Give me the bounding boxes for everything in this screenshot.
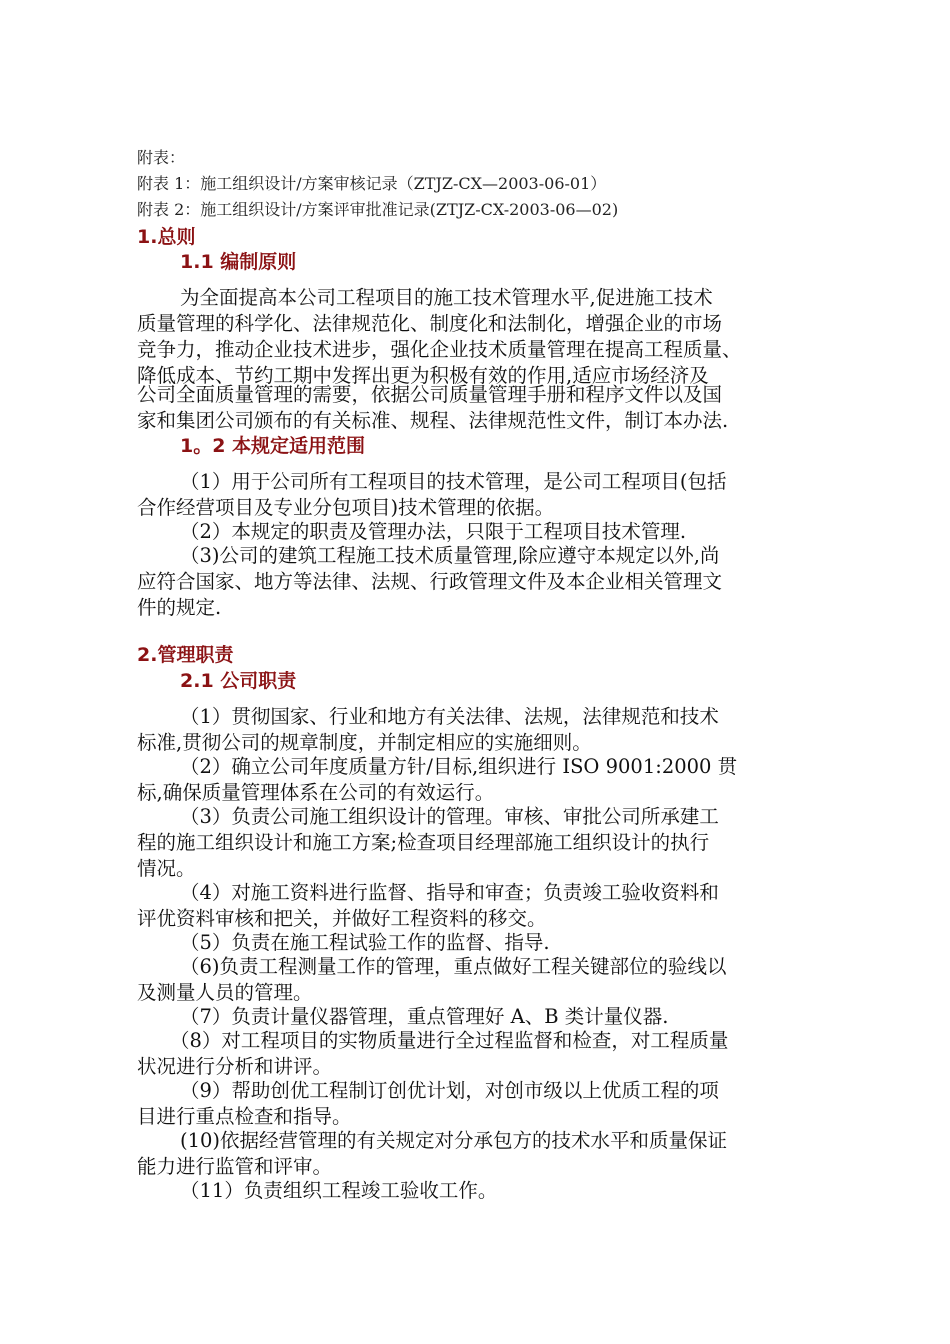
paragraph-line: 目进行重点检查和指导。 (137, 1105, 352, 1128)
paragraph-line: 降低成本、节约工期中发挥出更为积极有效的作用,适应市场经济及 (137, 364, 709, 387)
paragraph-line: 为全面提高本公司工程项目的施工技术管理水平,促进施工技术 (180, 286, 713, 309)
paragraph-line: 能力进行监管和评审。 (137, 1155, 333, 1178)
paragraph-line: （11）负责组织工程竣工验收工作。 (180, 1179, 498, 1202)
paragraph-line: (10)依据经营管理的有关规定对分承包方的技术水平和质量保证 (180, 1129, 728, 1152)
paragraph-line: （3）负责公司施工组织设计的管理。审核、审批公司所承建工 (180, 805, 719, 828)
paragraph-line: 件的规定. (137, 596, 222, 619)
paragraph-line: 竞争力，推动企业技术进步，强化企业技术质量管理在提高工程质量、 (137, 338, 742, 361)
paragraph-line: 质量管理的科学化、法律规范化、制度化和法制化，增强企业的市场 (137, 312, 723, 335)
paragraph-line: 应符合国家、地方等法律、法规、行政管理文件及本企业相关管理文 (137, 570, 723, 593)
paragraph-line: 评优资料审核和把关，并做好工程资料的移交。 (137, 907, 547, 930)
paragraph-line: （1）用于公司所有工程项目的技术管理，是公司工程项目(包括 (180, 470, 727, 493)
paragraph-line: 合作经营项目及专业分包项目)技术管理的依据。 (137, 496, 555, 519)
paragraph-line: 及测量人员的管理。 (137, 981, 313, 1004)
paragraph-line: （7）负责计量仪器管理，重点管理好 A、B 类计量仪器. (180, 1005, 669, 1028)
appendix-heading: 附表： (137, 148, 186, 167)
paragraph-line: （5）负责在施工程试验工作的监督、指导. (180, 931, 550, 954)
appendix-item-2: 附表 2：施工组织设计/方案评审批准记录(ZTJZ-CX-2003-06—02) (137, 200, 619, 219)
paragraph-line: （9）帮助创优工程制订创优计划，对创市级以上优质工程的项 (180, 1079, 719, 1102)
paragraph-line: 公司全面质量管理的需要，依据公司质量管理手册和程序文件以及国 (137, 383, 723, 406)
subsection-2-1-title: 2.1 公司职责 (180, 670, 297, 692)
appendix-item-1: 附表 1：施工组织设计/方案审核记录（ZTJZ-CX—2003-06-01） (137, 174, 607, 193)
paragraph-line: 标,确保质量管理体系在公司的有效运行。 (137, 781, 495, 804)
paragraph-line: （1）贯彻国家、行业和地方有关法律、法规，法律规范和技术 (180, 705, 719, 728)
paragraph-line: （2）本规定的职责及管理办法，只限于工程项目技术管理. (180, 520, 687, 543)
section-1-title: 1.总则 (137, 226, 196, 248)
paragraph-line: （8）对工程项目的实物质量进行全过程监督和检查，对工程质量 (170, 1029, 729, 1052)
paragraph-line: 标准,贯彻公司的规章制度，并制定相应的实施细则。 (137, 731, 592, 754)
paragraph-line: （3)公司的建筑工程施工技术质量管理,除应遵守本规定以外,尚 (180, 544, 720, 567)
paragraph-line: 情况。 (137, 857, 196, 880)
paragraph-line: 状况进行分析和讲评。 (137, 1055, 333, 1078)
subsection-1-1-title: 1.1 编制原则 (180, 251, 297, 273)
paragraph-line: （4）对施工资料进行监督、指导和审查；负责竣工验收资料和 (180, 881, 719, 904)
paragraph-line: 程的施工组织设计和施工方案;检查项目经理部施工组织设计的执行 (137, 831, 710, 854)
subsection-1-2-title: 1。2 本规定适用范围 (180, 435, 366, 457)
section-2-title: 2.管理职责 (137, 644, 234, 666)
paragraph-line: （6)负责工程测量工作的管理，重点做好工程关键部位的验线以 (180, 955, 727, 978)
paragraph-line: （2）确立公司年度质量方针/目标,组织进行 ISO 9001:2000 贯 (180, 755, 738, 778)
paragraph-line: 家和集团公司颁布的有关标准、规程、法律规范性文件，制订本办法. (137, 409, 729, 432)
